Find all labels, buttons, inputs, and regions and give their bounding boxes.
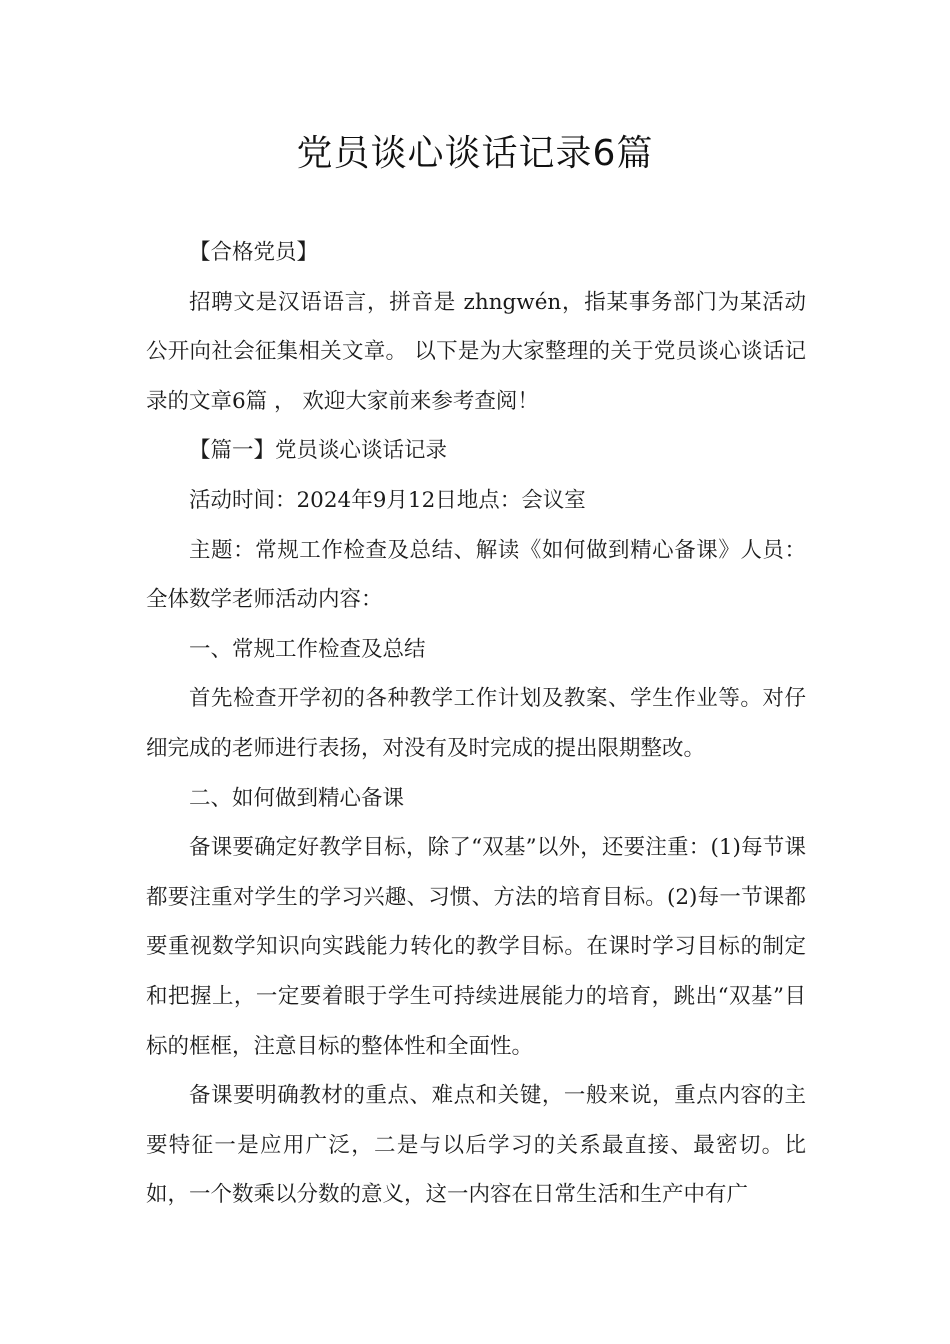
paragraph-activity-time: 活动时间：2024年9月12日地点：会议室 <box>189 487 586 513</box>
paragraph-heading-one: 一、常规工作检查及总结 <box>189 636 426 662</box>
document-body <box>146 228 806 1220</box>
paragraph-heading-two: 二、如何做到精心备课 <box>189 785 405 811</box>
paragraph-teaching-goals: 备课要确定好教学目标，除了“双基”以外，还要注重：(1)每节课都要注重对学生的学习兴趣、习惯、方法的培育目标。(2)每一节课都要重视数学知识向实践能力转化的教学目标。在课时学习目标的制定和把握上，一定要着眼于学生可持续进展能力的培育，跳出“双基”目标的框框，注意目标的整体性和全面性。 <box>146 835 806 1059</box>
paragraph-intro: 招聘文是汉语语言，拼音是 zhngwén，指某事务部门为某活动公开向社会征集相关文章。 以下是为大家整理的关于党员谈心谈话记录的文章6篇 ， 欢迎大家前来参考查阅！ <box>146 289 806 414</box>
paragraph-article-heading: 【篇一】党员谈心谈话记录 <box>189 438 448 464</box>
paragraph-key-points: 备课要明确教材的重点、难点和关键，一般来说，重点内容的主要特征一是应用广泛，二是与以后学习的关系最直接、最密切。比如，一个数乘以分数的意义，这一内容在日常生活和生产中有广 <box>146 1083 806 1208</box>
paragraph-section-label: 【合格党员】 <box>189 240 319 265</box>
paragraph-inspection: 首先检查开学初的各种教学工作计划及教案、学生作业等。对仔细完成的老师进行表扬，对没有及时完成的提出限期整改。 <box>146 686 806 761</box>
paragraph-topic: 主题：常规工作检查及总结、解读《如何做到精心备课》人员：全体数学老师活动内容： <box>146 537 806 613</box>
document-title: 党员谈心谈话记录6篇 <box>296 133 654 174</box>
